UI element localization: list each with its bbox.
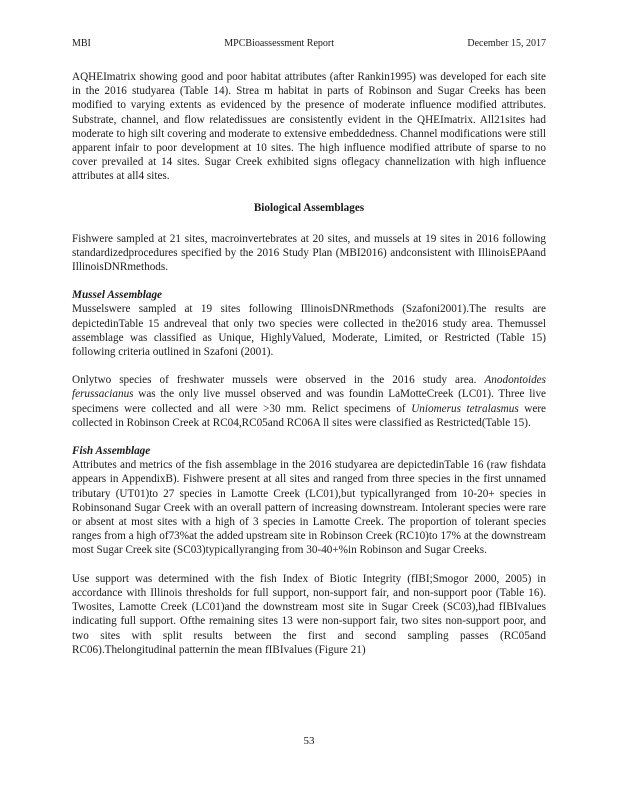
header-left: MBI bbox=[72, 38, 91, 49]
page-number: 53 bbox=[303, 735, 315, 747]
sampling-paragraph: Fishwere sampled at 21 sites, macroinvertebrates at 20 sites, and mussels at 19 sites in 2016 following standardizedprocedures specified by the 2016 Study Plan (MBI2016) andconsistent with IllinoisEPAand IllinoisDNRmethods. bbox=[72, 232, 546, 274]
mussel-paragraph: Musselswere sampled at 19 sites following IllinoisDNRmethods (Szafoni2001).The results are depictedinTable 15 andreveal that only two species were collected in the2016 study area. Themussel assemblage was classified as Unique, HighlyValued, Moderate, Limited, or Restricted (Table 15) following criteria outlined in Szafoni (2001). bbox=[72, 303, 546, 359]
fish-heading: Fish Assemblage bbox=[72, 445, 151, 458]
habitat-paragraph: AQHEImatrix showing good and poor habitat attributes (after Rankin1995) was developed for each site in the 2016 studyarea (Table 14). Strea m habitat in parts of Robinson and Sugar Creeks has been modified to varying extents as evidenced by the presence of moderate influence modified attributes. Substrate, channel, and flow relatedissues are consistently evident in the QHEImatrix. All21sites had moderate to high silt covering and moderate to extensive embeddedness. Channel modifications were still apparent infair to poor development at 10 sites. The high influence modified attribute of sparse to no cover prevailed at 14 sites. Sugar Creek exhibited signs oflegacy channelization with high influence attributes at all4 sites. bbox=[72, 71, 546, 183]
mussel-species-paragraph bbox=[72, 373, 546, 430]
mussel-text-a: Onlytwo species of freshwater mussels were observed in the 2016 study area. bbox=[72, 374, 477, 387]
species-name-1: Anodontoides ferussacianus bbox=[72, 374, 546, 401]
document-body bbox=[72, 70, 546, 657]
section-title: Biological Assemblages bbox=[253, 201, 365, 214]
species-name-2: Uniomerus tetralasmus bbox=[411, 402, 519, 415]
running-header bbox=[72, 38, 546, 50]
header-right: December 15, 2017 bbox=[467, 38, 546, 49]
fish-paragraph: Attributes and metrics of the fish assemblage in the 2016 studyarea are depictedinTable 16 (raw fishdata appears in AppendixB). Fishwere present at all sites and ranged from three species in the first unnamed tributary (UT01)to 27 species in Lamotte Creek (LC01),but typicallyranged from 10-20+ species in Robinsonand Sugar Creek with an overall pattern of increasing downstream. Intolerant species were rare or absent at most sites with a high of 3 species in Lamotte Creek. The proportion of tolerant species ranges from a high of73%at the added upstream site in Robinson Creek (RC10)to 17% at the downstream most Sugar Creek site (SC03)typicallyranging from 30-40+%in Robinson and Sugar Creeks. bbox=[72, 459, 546, 557]
use-support-paragraph: Use support was determined with the fish Index of Biotic Integrity (fIBI;Smogor 2000, 2005) in accordance with Illinois thresholds for full support, non-support fair, and non-support poor (Table 16). Twosites, Lamotte Creek (LC01)and the downstream most site in Sugar Creek (SC03),had fIBIvalues indicating full support. Ofthe remaining sites 13 were non-support fair, two sites non-support poor, and two sites with split results between the first and second sampling passes (RC05and RC06).Thelongitudinal patternin the mean fIBIvalues (Figure 21) bbox=[72, 572, 546, 656]
mussel-text-c: were collected in Robinson Creek at RC04,RC05and RC06A ll sites were classified as Restricted(Table 15). bbox=[72, 402, 547, 429]
mussel-text-b: was the only live mussel observed and was foundin LaMotteCreek (LC01). Three live specimens were collected and all were >30 mm. Relict specimens of bbox=[72, 388, 547, 415]
header-center: MPCBioassessment Report bbox=[224, 38, 335, 49]
mussel-heading: Mussel Assemblage bbox=[72, 289, 163, 302]
